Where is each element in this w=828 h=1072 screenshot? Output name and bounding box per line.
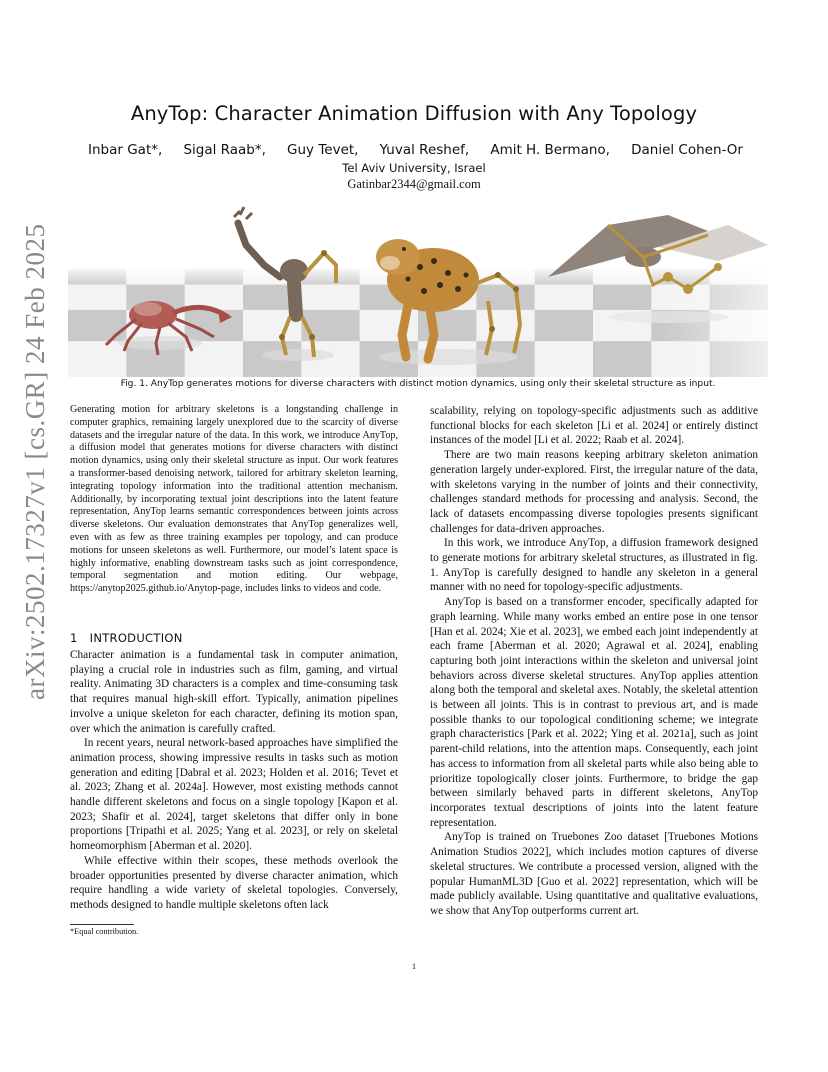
intro-paragraph-2: In recent years, neural network-based approaches have simplified the animation process, showing impressive results in tasks such as motion generation and editing [Dabral et al. 2023; Holden et al. 2016; Tevet et al. 2023; Zhang et al. 2024a]. However, most existing methods cannot handle different skeletons and focus on a single topology [Kapon et al. 2023; Shafir et al. 2024], target skeletons that differ only in bone proportions [Tripathi et al. 2025; Yang et al. 2023], or rely on skeletal homeomorphism [Aberman et al. 2020].	[70, 737, 398, 853]
section-title: INTRODUCTION	[89, 631, 183, 645]
footnote: *Equal contribution.	[70, 927, 139, 936]
right-column	[430, 404, 758, 919]
right-paragraph-5: AnyTop is trained on Truebones Zoo dataset [Truebones Motions Animation Studios 2022], which includes motion captures of diverse skeletal structures. We contribute a processed version, aligned with the popular HumanML3D [Guo et al. 2022] representation, which will be made publicly available. Using quantitative and qualitative evaluations, we show that AnyTop outperforms current art.	[430, 831, 758, 917]
footnote-rule	[70, 924, 134, 925]
left-column	[70, 648, 398, 913]
figure-caption: Fig. 1. AnyTop generates motions for diverse characters with distinct motion dynamics, using only their skeletal structure as input.	[120, 379, 716, 389]
author-2: Sigal Raab*,	[183, 142, 266, 158]
teaser-figure	[68, 205, 768, 377]
right-paragraph-2: There are two main reasons keeping arbitrary skeleton animation generation largely under-explored. First, the irregular nature of the data, with skeletons varying in the number of joints and their connectivity, challenges standard methods for processing and analysis. Second, the lack of datasets encompassing diverse topologies presents significant challenges for data-driven approaches.	[430, 449, 758, 535]
paper-title: AnyTop: Character Animation Diffusion with Any Topology	[130, 102, 698, 125]
section-heading	[70, 631, 183, 645]
right-paragraph-1: scalability, relying on topology-specific adjustments such as additive functional blocks for each skeleton [Li et al. 2024] or entirely distinct instances of the model [Li et al. 2022; Raab et al. 2024].	[430, 405, 758, 447]
author-list	[88, 142, 743, 158]
right-paragraph-4: AnyTop is based on a transformer encoder, specifically adapted for graph learning. While many works embed an entire pose in one tensor [Han et al. 2024; Xie et al. 2023], we embed each joint independently at each frame [Aberman et al. 2020; Agrawal et al. 2024], enabling capturing both joint interactions within the skeleton and universal joint behaviors across diverse skeletal structures. AnyTop applies attention along both the temporal and skeletal axes. Notably, the skeletal attention is between all joints. This is in contrast to previous art, and is made possible thanks to our topological conditioning scheme; we integrate graph characteristics [Park et al. 2022; Ying et al. 2021a], such as joint parent-child relations, into the attention maps. Consequently, each joint has access to information from all skeletal parts while also being able to prioritize topologically closer joints. Furthermore, to bridge the gap between similarly behaved parts in different skeletons, AnyTop incorporates textual descriptions of joints into the latent feature representation.	[430, 596, 758, 829]
arxiv-stamp: arXiv:2502.17327v1 [cs.GR] 24 Feb 2025	[20, 223, 50, 700]
author-6: Daniel Cohen-Or	[631, 142, 743, 158]
abstract-text: Generating motion for arbitrary skeletons is a longstanding challenge in computer graphics, remaining largely unexplored due to the scarcity of diverse datasets and the irregular nature of the data. In this work, we introduce AnyTop, a diffusion model that generates motions for diverse characters with distinct motion dynamics, using only their skeletal structure as input. Our work features a transformer-based denoising network, tailored for arbitrary skeleton learning, integrating topology information into the traditional attention mechanism. Additionally, by incorporating textual joint descriptions into the latent feature representation, AnyTop learns semantic correspondences between joints across diverse skeletons. Our evaluation demonstrates that AnyTop generalizes well, even with as few as three training examples per topology, and can produce motions for unseen skeletons as well. Furthermore, our model’s latent space is highly informative, enabling downstream tasks such as joint correspondence, temporal segmentation and motion editing. Our webpage, https://anytop2025.github.io/Anytop-page, includes links to videos and code.	[70, 404, 398, 595]
intro-paragraph-1: Character animation is a fundamental task in computer animation, playing a crucial role in industries such as film, gaming, and virtual reality. Animating 3D characters is a complex and time-consuming task that requires manual high-skill effort. Typically, animation pipelines involve a unique skeleton for each character, defining its motion span, over which the animation is carefully crafted.	[70, 649, 398, 735]
author-4: Yuval Reshef,	[379, 142, 470, 158]
author-email: Gatinbar2344@gmail.com	[347, 177, 481, 191]
section-number: 1	[70, 631, 78, 645]
page-number: 1	[411, 961, 417, 971]
right-paragraph-3: In this work, we introduce AnyTop, a diffusion framework designed to generate motions for arbitrary skeletal structures, as illustrated in fig. 1. AnyTop is carefully designed to handle any skeleton in a general manner with no need for topology-specific adjustments.	[430, 537, 758, 594]
author-5: Amit H. Bermano,	[490, 142, 610, 158]
author-3: Guy Tevet,	[287, 142, 359, 158]
intro-paragraph-3: While effective within their scopes, these methods overlook the broader opportunities presented by diverse character animation, which require handling a wide variety of skeletal topologies. Conversely, methods designed to handle multiple skeletons often lack	[70, 854, 398, 911]
author-1: Inbar Gat*,	[88, 142, 163, 158]
affiliation: Tel Aviv University, Israel	[342, 161, 486, 175]
